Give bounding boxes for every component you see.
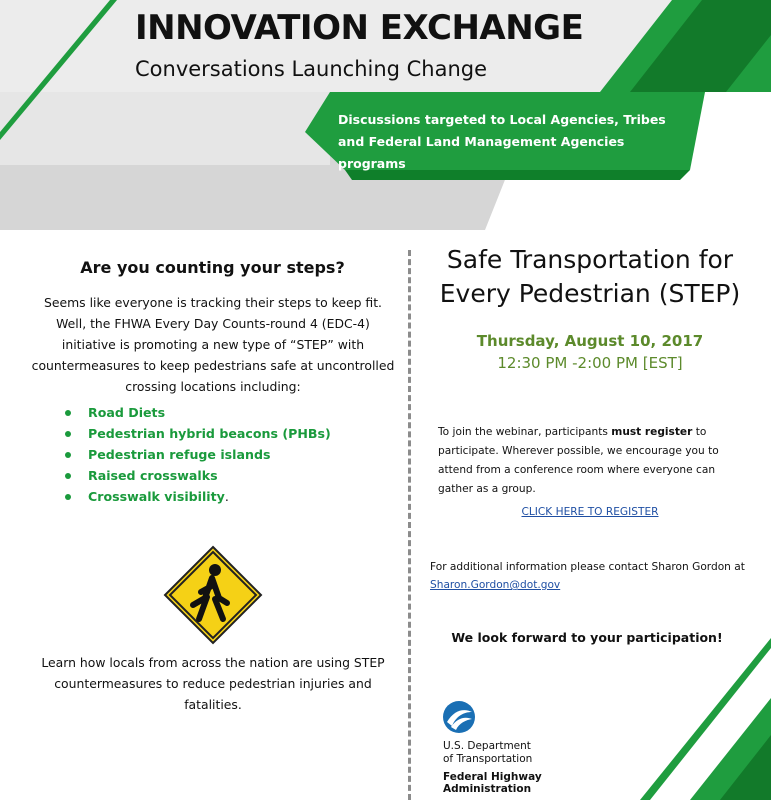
join-text-post: to participate. Wherever possible, we encourage you to attend from a conference room where everyone can gather as a group. [438,426,719,495]
countermeasure-list [62,402,331,507]
pedestrian-crossing-sign-icon [163,545,263,645]
list-item [62,423,331,444]
list-item-label: Road Diets [88,405,166,420]
bullet-icon [65,473,71,479]
list-item-label: Pedestrian hybrid beacons (PHBs) [88,426,331,441]
list-item-label: Pedestrian refuge islands [88,447,271,462]
tagline-line-2: and Federal Land Management Agencies programs [338,134,625,171]
fhwa-text [443,771,542,795]
dept-line-2: of Transportation [443,753,533,765]
tagline-line-1: Discussions targeted to Local Agencies, Tribes [338,112,666,127]
join-text-pre: To join the webinar, participants [438,426,612,438]
event-date: Thursday, August 10, 2017 [476,332,704,350]
dept-line-1: U.S. Department [443,740,531,752]
dot-department-text [443,740,532,766]
agency-line-2: Administration [443,783,532,795]
list-item [62,402,331,423]
audience-tagline [338,109,678,175]
banner [0,0,771,230]
contact-email-link[interactable]: Sharon.Gordon@dot.gov [430,579,561,591]
bullet-icon [65,452,71,458]
bullet-icon [65,494,71,500]
list-item-period: . [224,489,229,504]
corner-decoration [620,620,771,800]
left-closing: Learn how locals from across the nation are using STEP countermeasures to reduce pedestrian injuries and fatalities. [41,655,385,712]
bullet-icon [65,410,71,416]
page-subtitle: Conversations Launching Change [135,57,488,81]
dot-logo-icon [442,700,476,734]
list-item [62,444,331,465]
join-instructions [438,423,733,499]
list-item-label: Crosswalk visibility [88,489,225,504]
column-divider [408,250,411,800]
agency-line-1: Federal Highway [443,771,542,783]
register-link[interactable]: CLICK HERE TO REGISTER [521,506,659,518]
list-item [62,486,331,507]
contact-text: For additional information please contact Sharon Gordon at [430,561,745,573]
page-title: INNOVATION EXCHANGE [135,8,584,48]
join-text-bold: must register [611,426,693,438]
event-time: 12:30 PM -2:00 PM [EST] [497,354,683,372]
closing-message: We look forward to your participation! [451,630,723,645]
event-title: Safe Transportation for Every Pedestrian (STEP) [439,245,741,308]
bullet-icon [65,431,71,437]
left-intro: Seems like everyone is tracking their steps to keep fit. Well, the FHWA Every Day Counts-round 4 (EDC-4) initiative is promoting a new type of “STEP” with countermeasures to keep pedestrians safe at uncontrolled crossing locations including: [31,295,395,394]
list-item [62,465,331,486]
contact-info [430,558,750,594]
left-heading: Are you counting your steps? [80,258,345,277]
list-item-label: Raised crosswalks [88,468,218,483]
